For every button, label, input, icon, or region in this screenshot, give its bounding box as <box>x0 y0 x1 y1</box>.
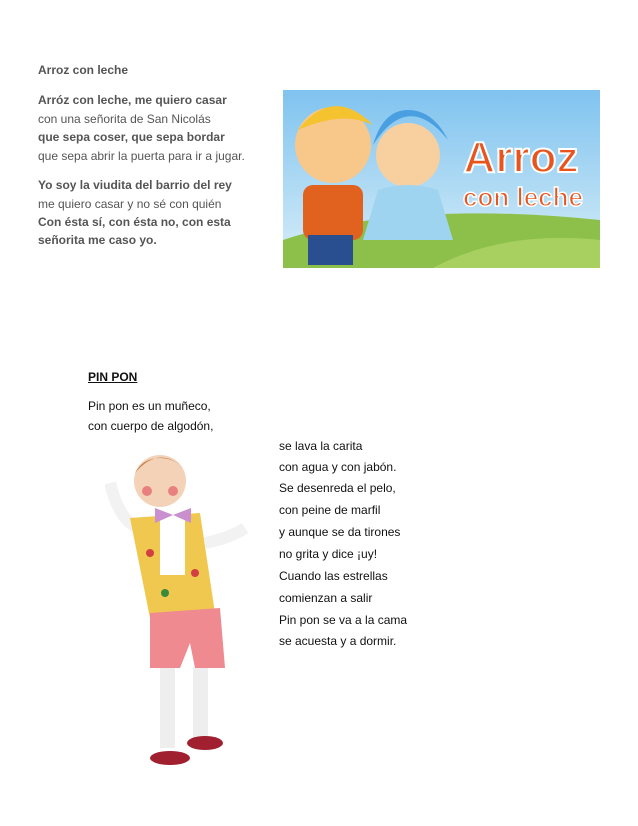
verse-line: señorita me caso yo. <box>38 233 157 247</box>
verse-line: Cuando las estrellas <box>279 569 388 583</box>
verse-line: con agua y con jabón. <box>279 460 397 474</box>
verse-line: Pin pon es un muñeco, <box>88 399 211 413</box>
verse-line: no grita y dice ¡uy! <box>279 547 378 561</box>
verse-line: Con ésta sí, con ésta no, con esta <box>38 215 231 229</box>
banner-logo-line1: Arroz <box>463 133 579 182</box>
verse-line: Se desenreda el pelo, <box>279 481 396 495</box>
verse-line: se acuesta y a dormir. <box>279 634 397 648</box>
verse-line: Yo soy la viudita del barrio del rey <box>38 178 232 192</box>
verse-line: me quiero casar y no sé con quién <box>38 197 222 211</box>
verse-line: comienzan a salir <box>279 591 373 605</box>
verse-line: que sepa abrir la puerta para ir a jugar. <box>38 149 245 163</box>
banner-logo-line2: con leche <box>463 182 583 212</box>
clown-image <box>105 443 250 778</box>
verse-line: Arróz con leche, me quiero casar <box>38 93 227 107</box>
verse-line: con peine de marfil <box>279 503 381 517</box>
verse-line: que sepa coser, que sepa bordar <box>38 130 225 144</box>
verse-line: y aunque se da tirones <box>279 525 401 539</box>
verse-line: se lava la carita <box>279 439 363 453</box>
verse-line: con cuerpo de algodón, <box>88 419 214 433</box>
arroz-con-leche-banner-image <box>283 90 600 268</box>
verse-line: con una señorita de San Nicolás <box>38 112 211 126</box>
arroz-heading: Arroz con leche <box>38 63 129 77</box>
pinpon-title: PIN PON <box>88 370 138 384</box>
verse-line: Pin pon se va a la cama <box>279 613 408 627</box>
